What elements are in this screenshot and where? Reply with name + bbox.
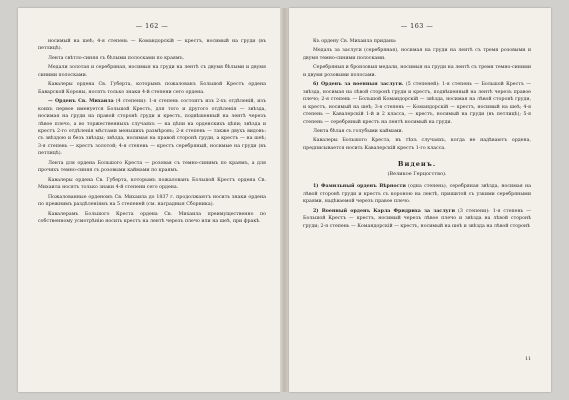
left-page-content (38, 22, 266, 227)
right-paragraph-order-fidelity: 1) Фамильный орденъ Вѣрности (одна степень), серебряная звѣзда, носимая на лѣвой сторонѣ груди и крестъ съ короною на лентѣ, пришитой съ узкими серебряными краями, надѣваемой черезъ правое плечо. (303, 184, 531, 205)
right-page-number: — 163 — (400, 22, 434, 30)
order-heading: 2) Военный орденъ Карла Фридриха за заслуги (313, 208, 456, 214)
left-paragraph: Пожалованные орденомъ Св. Михаила до 1837 г. продолжаютъ носить знаки ордена по прежнимъ раздѣленiямъ на 5 степеней (см. наградныя Сборника). (38, 194, 266, 208)
left-paragraph: Кавалеры ордена Св. Губерта, которымъ пожалованъ Большой Крестъ ордена Св. Михаила носятъ только знаки 4-й степени сего ордена. (38, 177, 266, 191)
right-paragraph: Серебряныя и бронзовыя медали, носимыя на груди на лентѣ съ тремя темно-синими и двумя розовыми полосами. (303, 65, 531, 78)
section-subtitle: (Великое Герцогство). (387, 171, 447, 178)
right-paragraph: Лента бѣлая съ голубыми каймами. (313, 128, 404, 134)
order-heading: 6) Орденъ за военныя заслуги. (313, 82, 404, 88)
left-paragraph: Медали золотая и серебряная, носимыя на груди на лентѣ съ двумя бѣлыми и двумя синими полосками. (38, 65, 266, 78)
right-page-content (303, 22, 531, 232)
right-paragraph-order-karl-friedrich: 2) Военный орденъ Карла Фридриха за заслуги (3 степени): 1-я степень — Большой Крестъ — крестъ, носимый черезъ лѣвое плечо и звѣзда на лѣвой сторонѣ груди; 2-я степень — Командорскiй — крестъ, носимый на шеѣ и звѣзда на лѣвой сторонѣ (303, 208, 531, 229)
right-paragraph: Къ ордену Св. Михаила придана: (313, 39, 397, 44)
right-paragraph: Кавалеры Большого Креста, въ тѣхъ случаяхъ, когда не надѣваютъ ордена, предписывается носить Кавалерскiй крестъ 1-го класса. (303, 138, 531, 151)
right-paragraph-order-military-merit: 6) Орденъ за военныя заслуги. (5 степеней): 1-я степень — Большой Крестъ — звѣзда, носимая на лѣвой сторонѣ груди и крестъ, подвѣшенный на лентѣ черезъ правое плечо; 2-я степень — Большой Командорскiй — звѣзда, носимая на лѣвой сторонѣ груди, и крестъ, носимый на шеѣ; 3-я степень — Командорскiй — крестъ, носимый на шеѣ; 4-я степень — Кавалерскiй 1-й и 2 класса, — крестъ, носимый на груди (въ петлицѣ); 5-я степень — серебряный крестъ на лентѣ носимый на груди. (303, 82, 531, 125)
left-paragraph: Лента свѣтло-синяя съ бѣлыми полосками по краямъ. (48, 55, 185, 61)
left-paragraph: Кавалеры ордена Св. Губерта, которымъ пожалованъ Большой Крестъ ордена Баварской Короны, носятъ только знаки 4-й степени сего ордена. (38, 82, 266, 95)
page-folio: 11 (525, 357, 531, 362)
left-paragraph: Кавалерамъ Большого Креста ордена Св. Михаила преимущественно по собственному усмотрѣнiю носить крестъ на лентѣ черезъ плечо или на шеѣ, при фракѣ. (38, 211, 266, 224)
left-paragraph-order-st-michael: — Орденъ Св. Михаила (4 степени): 1-я степень состоитъ изъ 2-хъ отдѣленiй, изъ коихъ первое именуется Большой Крестъ, для того и другого отдѣленiя — звѣзда, носимая на груди на правой сторонѣ груди и крестъ, подвѣшенный на лентѣ черезъ лѣвое плечо, а во торжественныхъ случаяхъ — на цѣпи на орденскихъ цѣпи; звѣзда и крестъ 2-го отдѣленiя мѣстами меньшихъ размѣровъ; 2-я степень — также двухъ видовъ: съ звѣздою и безъ звѣзды; звѣзда, носимая на правой сторонѣ груди, а крестъ — на шеѣ; 3-я степень — крестъ золотой; 4-я степень — крестъ серебряный, носимые на груди (въ петлицѣ). (38, 99, 266, 157)
order-heading: 1) Фамильный орденъ Вѣрности (313, 184, 406, 190)
right-page (289, 8, 551, 392)
right-paragraph: Медаль за заслуги (серебряная), носимая на груди на лентѣ съ тремя розовыми и двумя темно-синими полосками. (303, 48, 531, 61)
left-page (18, 8, 280, 392)
book-gutter (280, 8, 289, 392)
left-page-number: — 162 — (135, 22, 169, 30)
left-paragraph: носимый на шеѣ; 4-я степень — Командорскiй — крестъ, носимый на груди (въ петлицѣ). (38, 39, 266, 52)
section-title: Виденъ. (397, 160, 437, 169)
order-heading: — Орденъ Св. Михаила (48, 99, 114, 105)
left-paragraph: Лента для ордена Большого Креста — розовая съ темно-синимъ по краямъ, а для прочихъ темно-синяя съ розовыми каймами по краямъ. (38, 160, 266, 174)
